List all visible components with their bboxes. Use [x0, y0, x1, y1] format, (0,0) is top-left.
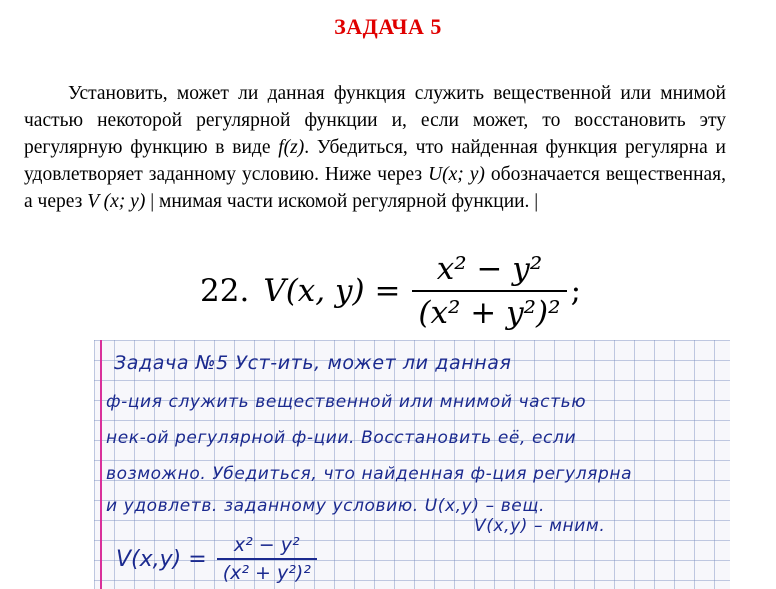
task-title: ЗАДАЧА 5 [334, 14, 442, 39]
fraction-bar [412, 290, 566, 292]
task-v: V (x; y) [87, 191, 146, 212]
handwritten-line-2: ф-ция служить вещественной или мнимой частью [106, 392, 587, 412]
task-statement [24, 80, 726, 215]
formula-number: 22. [200, 273, 250, 309]
task-text-part1: Установить, может ли данная функция служить вещественной или мнимой частью некоторой регулярной функции и, если может, то восстановить эту регулярную функцию в виде [24, 83, 726, 158]
handwritten-numerator: x² − y² [233, 534, 300, 556]
task-text-part3: обозначается вещественная, а через [24, 164, 727, 212]
handwritten-line-1: Задача №5 Уст-ить, может ли данная [114, 352, 512, 374]
problem-formula [200, 246, 581, 336]
handwritten-notebook-photo [94, 340, 730, 589]
notebook-margin-line [100, 340, 102, 589]
formula-lhs: V(x, y) = [263, 273, 401, 309]
formula-fraction [412, 251, 566, 331]
task-u: U(x; y) [428, 164, 485, 185]
formula-semicolon: ; [570, 273, 582, 309]
task-text-part4: | мнимая части искомой регулярной функции. | [145, 191, 539, 212]
handwritten-formula [116, 534, 317, 584]
handwritten-line-3: нек-ой регулярной ф-ции. Восстановить её, если [106, 428, 577, 448]
handwritten-denominator: (x² + y²)² [222, 562, 311, 584]
handwritten-line-5: и удовлетв. заданному условию. U(x,y) – вещ. [106, 496, 545, 516]
handwritten-fraction [217, 534, 317, 584]
handwritten-formula-lhs: V(x,y) = [116, 546, 207, 572]
handwritten-line-4: возможно. Убедиться, что найденная ф-ция регулярна [106, 464, 633, 484]
task-text-part2: . Убедиться, что найденная функция регулярна и удовлетворяет заданному условию. Ниже через [24, 137, 726, 185]
formula-denominator: (x² + y²)² [418, 294, 561, 331]
handwritten-fraction-bar [217, 558, 317, 560]
formula-numerator: x² − y² [436, 251, 543, 288]
task-fz: f(z) [278, 137, 305, 158]
handwritten-line-6: V(x,y) – мним. [474, 516, 606, 536]
